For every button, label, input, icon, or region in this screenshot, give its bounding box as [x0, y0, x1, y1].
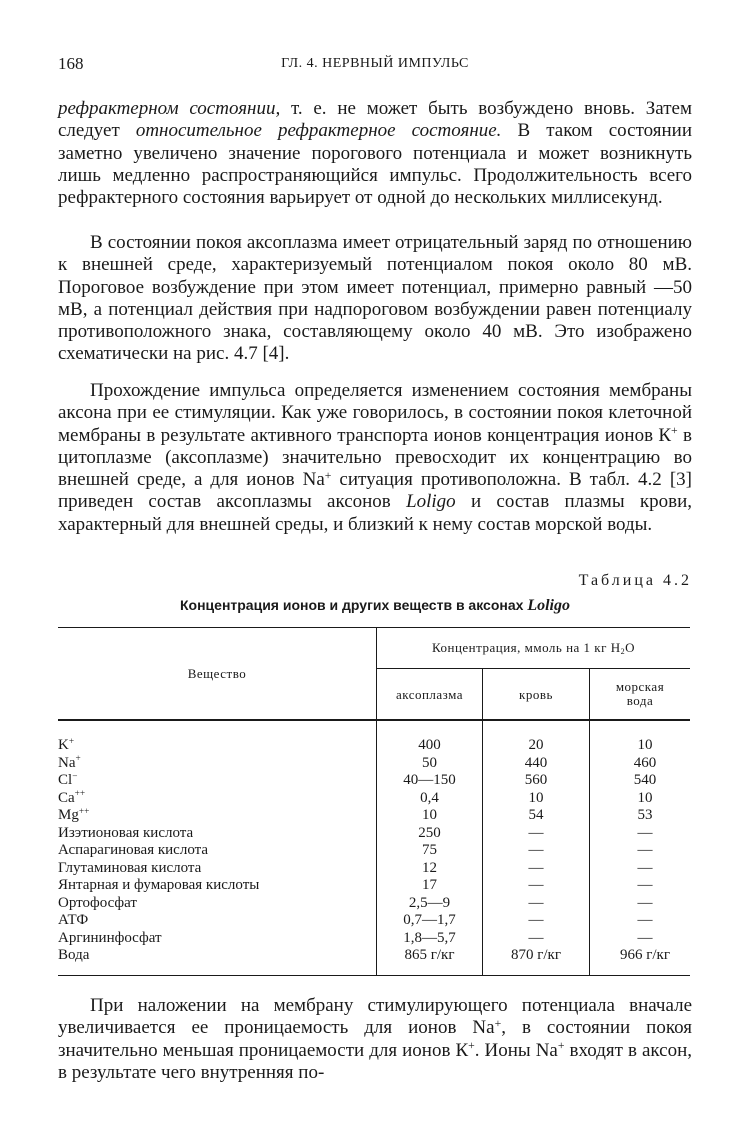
- text-span: в цитоплазме (аксоплазме) значительно превосходит их концентрацию во внешней среде, а для ионов Na: [58, 424, 692, 491]
- table-cell: 10: [637, 789, 653, 806]
- substance-name: Mg: [58, 807, 79, 823]
- subscript: 2: [620, 647, 626, 657]
- table-cell: 10: [528, 789, 544, 806]
- table-cell: —: [528, 912, 544, 928]
- superscript: −: [72, 771, 78, 782]
- table-top-rule: [58, 627, 690, 628]
- italic-term: относительное рефрактерное состояние.: [135, 120, 502, 142]
- table-cell: 540: [633, 772, 657, 788]
- table-caption: [58, 597, 692, 615]
- superscript: +: [75, 754, 81, 765]
- table-label: Таблица 4.2: [578, 572, 692, 589]
- table-row: [58, 737, 259, 755]
- table-cell: —: [528, 859, 544, 876]
- table-bottom-rule: [58, 975, 690, 976]
- header-concentration: [377, 640, 690, 656]
- substance-name: Ca: [58, 789, 75, 806]
- superscript: +: [324, 468, 332, 482]
- table-cell: —: [637, 929, 653, 946]
- table-cell: 53: [637, 807, 653, 823]
- substance-name: K: [58, 737, 69, 753]
- header-concentration-end: O: [625, 640, 636, 655]
- header-concentration-text: Концентрация, ммоль на 1 кг H: [431, 640, 621, 655]
- table-cell: —: [528, 824, 544, 841]
- superscript: ++: [78, 806, 90, 817]
- blood-column: [483, 737, 589, 965]
- table-row: Ортофосфат: [58, 894, 137, 911]
- header-blood: кровь: [519, 687, 553, 702]
- table-cell: 75: [422, 842, 437, 858]
- table-cell: 966 г/кг: [619, 947, 670, 963]
- caption-text: Концентрация ионов и других веществ в аксонах: [180, 597, 528, 613]
- table-cell: 10: [422, 807, 437, 823]
- table-cell: 2,5—9: [408, 894, 451, 911]
- text-span: т. е. не может быть возбуждено вновь. Затем следует: [58, 98, 692, 142]
- page-number: 168: [58, 54, 84, 73]
- table-row: Вода: [58, 947, 90, 963]
- table-row: Аргининфосфат: [58, 929, 162, 946]
- italic-term: рефрактерном состоянии,: [58, 98, 281, 119]
- superscript: +: [671, 424, 678, 438]
- table-cell: 20: [528, 737, 544, 753]
- substance-column: [58, 737, 259, 965]
- substance-name: Na: [58, 754, 76, 771]
- table-row: [58, 790, 259, 808]
- table-header-rule: [58, 719, 690, 721]
- table-cell: 250: [418, 824, 441, 841]
- table-row: Янтарная и фумаровая кислоты: [58, 877, 260, 893]
- text-span: и состав плазмы крови, характерный для внешней среды, и близкий к нему состав морской воды.: [58, 491, 692, 535]
- table-row: Глутаминовая кислота: [58, 859, 202, 876]
- paragraph-impulse: [58, 380, 692, 536]
- table-row: [58, 755, 259, 773]
- table-row: АТФ: [58, 912, 89, 928]
- header-substance: Вещество: [187, 666, 247, 681]
- paragraph-refractory: [58, 98, 692, 209]
- running-head: ГЛ. 4. НЕРВНЫЙ ИМПУЛЬС: [281, 56, 469, 71]
- table-cell: —: [528, 894, 544, 911]
- table-cell: 54: [528, 807, 544, 823]
- table-cell: 50: [422, 754, 437, 771]
- text-span: Прохождение импульса определяется изменением состояния мембраны аксона при ее стимуляции. Как уже говорилось, в состоянии покоя клеточной мембраны в результате активного транспорта ионов концентрация ионов К: [58, 380, 692, 446]
- table-cell: —: [528, 842, 544, 858]
- substance-name: Cl: [58, 772, 73, 788]
- table-cell: 1,8—5,7: [403, 929, 456, 946]
- table-cell: 440: [524, 754, 548, 771]
- table-row: [58, 772, 259, 790]
- superscript: +: [494, 1016, 502, 1030]
- superscript: +: [68, 736, 75, 747]
- superscript: +: [557, 1039, 565, 1053]
- text-span: , в состоянии покоя значительно меньшая проницаемости для ионов К: [58, 1017, 692, 1061]
- paragraph-stimulation: [58, 995, 692, 1084]
- table-cell: 40—150: [403, 772, 456, 788]
- table-cell: —: [637, 859, 653, 876]
- table-header-mid-rule: [377, 668, 690, 669]
- table-cell: —: [637, 894, 653, 911]
- table-cell: 17: [422, 877, 437, 893]
- table-cell: 870 г/кг: [510, 947, 561, 963]
- table-row: [58, 807, 259, 825]
- text-span: В таком состоянии заметно увеличено значение порогового потенциала и может возникнуть лишь медленно распространяющийся импульс. Продолжительность всего рефрактерного состояния варьирует от одной до нескольких миллисекунд.: [58, 120, 692, 209]
- seawater-column: [590, 737, 700, 965]
- superscript: +: [468, 1039, 475, 1053]
- table-cell: —: [528, 877, 544, 893]
- text-span: ситуация противоположна. В табл. 4.2 [3] приведен состав аксоплазмы аксонов: [58, 469, 692, 513]
- paragraph-text: В состоянии покоя аксоплазма имеет отрицательный заряд по отношению к внешней среде, характеризуемый потенциалом покоя около 80 мВ. Пороговое возбуждение при этом имеет потенциал, примерно равный —50 мВ, а потенциал действия при надпороговом возбуждении равен потенциалу противоположного знака, составляющему около 40 мВ. Это изображено схематически на рис. 4.7 [4].: [58, 232, 692, 365]
- text-span: входят в аксон, в результате чего внутренняя по-: [58, 1039, 692, 1083]
- table-cell: —: [637, 877, 653, 893]
- table-row: Изэтионовая кислота: [58, 824, 194, 841]
- header-seawater: [590, 680, 690, 708]
- header-seawater-line2: вода: [626, 693, 654, 708]
- superscript: ++: [74, 789, 86, 800]
- table-cell: 865 г/кг: [404, 947, 455, 963]
- table-cell: —: [637, 824, 653, 841]
- header-seawater-line1: морская: [615, 679, 665, 694]
- table-cell: —: [528, 929, 544, 946]
- text-span: При наложении на мембрану стимулирующего потенциала вначале увеличивается ее проницаемость для ионов Na: [58, 995, 692, 1039]
- table-cell: 0,4: [420, 789, 439, 806]
- header-axoplasm: аксоплазма: [395, 687, 464, 702]
- table-cell: —: [637, 912, 653, 928]
- table-cell: 400: [418, 737, 441, 753]
- caption-italic: Loligo: [527, 597, 570, 614]
- axoplasm-column: [377, 737, 482, 965]
- table-cell: —: [637, 842, 653, 858]
- page-header: [58, 54, 692, 76]
- table-cell: 10: [637, 737, 653, 753]
- table-row: Аспарагиновая кислота: [58, 842, 209, 858]
- table-cell: 460: [633, 754, 657, 771]
- paragraph-resting-potential: [58, 232, 692, 366]
- table-cell: 560: [524, 772, 548, 788]
- table-cell: 12: [422, 859, 437, 876]
- text-span: . Ионы Na: [474, 1039, 558, 1061]
- italic-term: Loligo: [406, 491, 456, 513]
- table-cell: 0,7—1,7: [403, 912, 456, 928]
